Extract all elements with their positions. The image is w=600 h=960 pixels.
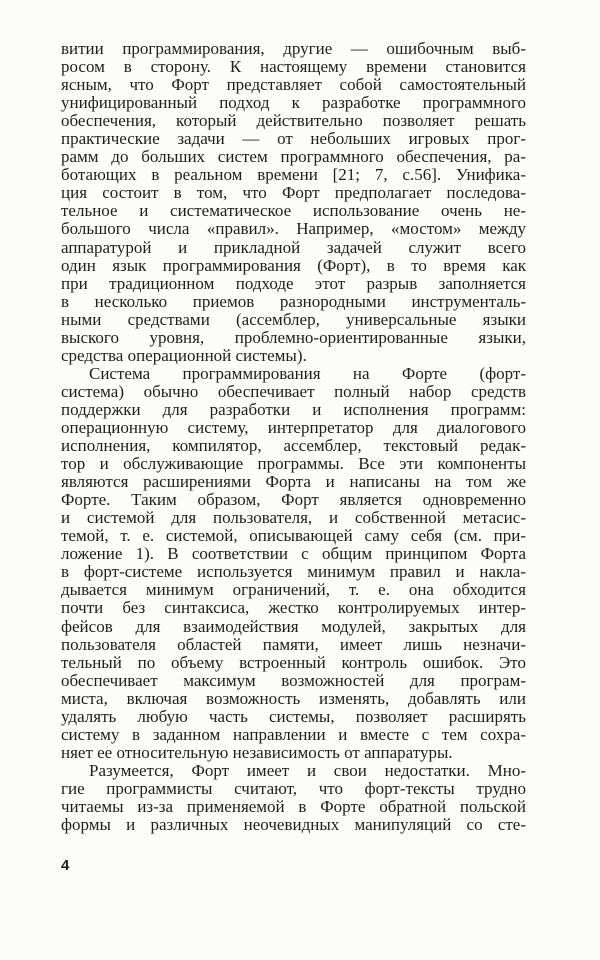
- text-line: почти без синтаксиса, жестко контролируемых интер-: [61, 598, 526, 618]
- text-line: большого числа «правил». Например, «мостом» между: [61, 219, 526, 239]
- paragraph: [61, 40, 526, 365]
- text-line: ясным, что Форт представляет собой самостоятельный: [61, 75, 526, 95]
- text-line: Система программирования на Форте (форт-: [89, 363, 526, 383]
- text-line: тор и обслуживающие программы. Все эти компоненты: [61, 454, 526, 474]
- text-line: практические задачи — от небольших игровых прог-: [61, 129, 526, 149]
- text-line: темой, т. е. системой, описывающей саму себя (см. при-: [61, 526, 526, 546]
- text-line: пользователя областей памяти, имеет лишь незначи-: [61, 634, 526, 654]
- text-line: в несколько приемов разнородными инструменталь-: [61, 291, 526, 311]
- text-line: Разумеется, Форт имеет и свои недостатки. Мно-: [89, 760, 526, 780]
- text-line: обеспечения, который действительно позволяет решать: [61, 111, 526, 131]
- body-text: [61, 40, 526, 834]
- text-line: миста, включая возможность изменять, добавлять или: [61, 688, 526, 708]
- text-line: при традиционном подходе этот разрыв заполняется: [61, 273, 526, 293]
- text-line: унифицированный подход к разработке программного: [61, 93, 526, 113]
- paragraph: [61, 762, 526, 834]
- text-line: тельное и систематическое использование очень не-: [61, 201, 526, 221]
- text-line: фейсов для взаимодействия модулей, закрытых для: [61, 616, 526, 636]
- text-line: один язык программирования (Форт), в то время как: [61, 255, 526, 275]
- text-line: читаемы из-за применяемой в Форте обратной польской: [61, 796, 526, 816]
- text-line: тельный по объему встроенный контроль ошибок. Это: [61, 652, 526, 672]
- text-line: система) обычно обеспечивает полный набор средств: [61, 381, 526, 401]
- text-line: обеспечивает максимум возможностей для програм-: [61, 670, 526, 690]
- text-line: рамм до больших систем программного обеспечения, ра-: [61, 147, 526, 167]
- page-number: 4: [61, 857, 70, 874]
- text-line: в форт-системе используется минимум правил и накла-: [61, 562, 526, 582]
- text-line: операционную систему, интерпретатор для диалогового: [61, 417, 526, 437]
- text-line: поддержки для разработки и исполнения программ:: [61, 399, 526, 419]
- text-line: ложение 1). В соответствии с общим принципом Форта: [61, 544, 526, 564]
- paragraph: [61, 365, 526, 762]
- text-line: росом в сторону. К настоящему времени становится: [61, 57, 526, 77]
- text-line: и системой для пользователя, и собственной метасис-: [61, 508, 526, 528]
- text-line: средства операционной системы).: [61, 345, 307, 365]
- text-line: формы и различных неочевидных манипуляций со сте-: [61, 815, 526, 835]
- text-line: являются расширениями Форта и написаны на том же: [61, 472, 526, 492]
- text-line: няет ее относительную независимость от аппаратуры.: [61, 742, 453, 762]
- text-line: исполнения, компилятор, ассемблер, текстовый редак-: [61, 436, 526, 456]
- text-line: дывается минимум ограничений, т. е. она обходится: [61, 580, 526, 600]
- text-line: ботающих в реальном времени [21; 7, с.56]. Унифика-: [61, 165, 526, 185]
- text-line: ными средствами (ассемблер, универсальные языки: [61, 309, 526, 329]
- text-line: витии программирования, другие — ошибочным выб-: [61, 39, 526, 58]
- text-line: аппаратурой и прикладной задачей служит всего: [61, 237, 526, 257]
- text-line: удалять любую часть системы, позволяет расширять: [61, 706, 526, 726]
- text-line: ция состоит в том, что Форт предполагает последова-: [61, 183, 526, 203]
- text-line: Форте. Таким образом, Форт является одновременно: [61, 490, 526, 510]
- text-line: выского уровня, проблемно-ориентированные языки,: [61, 327, 526, 347]
- text-line: систему в заданном направлении и вместе с тем сохра-: [61, 724, 526, 744]
- text-line: гие программисты считают, что форт-тексты трудно: [61, 778, 526, 798]
